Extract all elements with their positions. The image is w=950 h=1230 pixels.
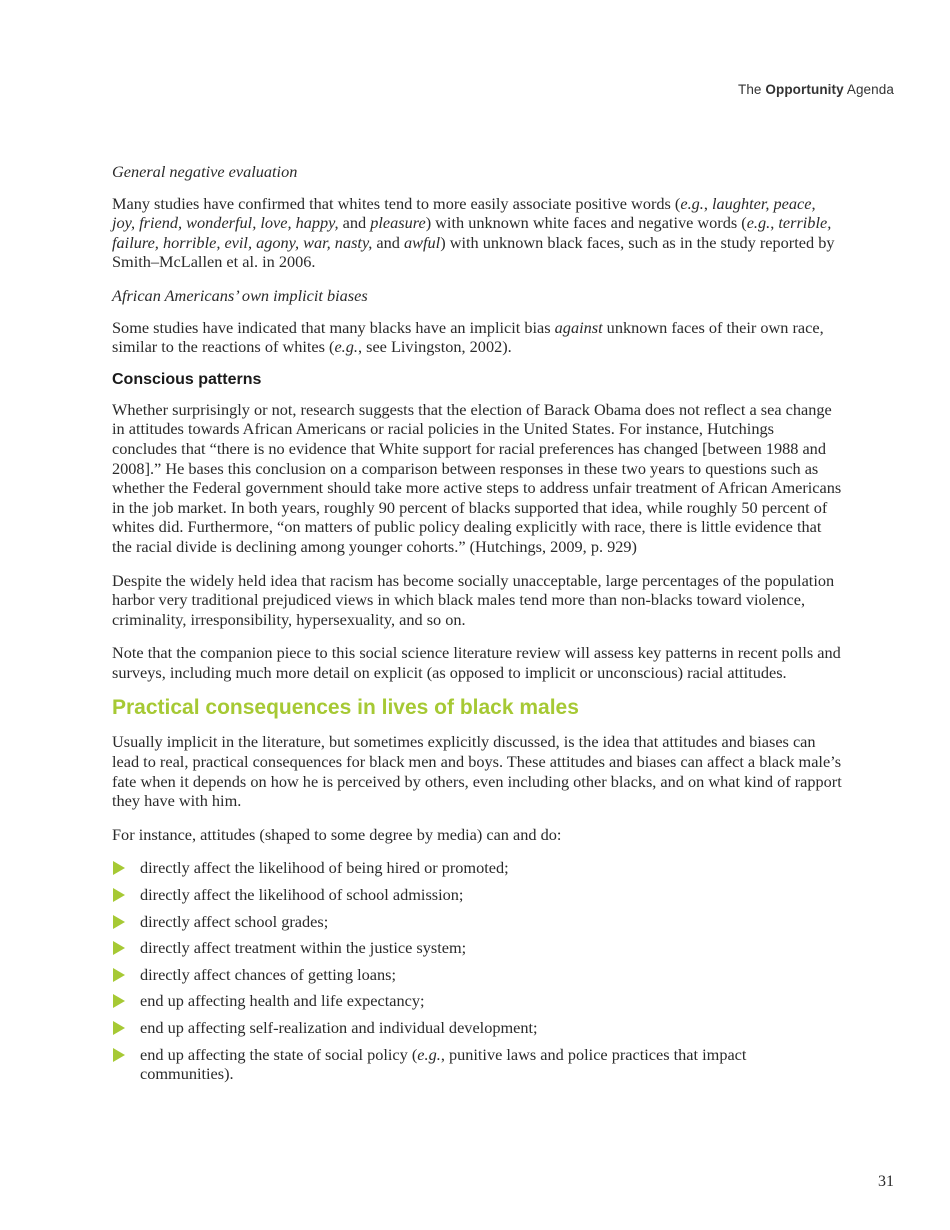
page-number: 31 — [878, 1173, 894, 1190]
bullet-arrow-icon — [113, 888, 125, 902]
paragraph-conscious-1: Whether surprisingly or not, research suggests that the election of Barack Obama does not reflect a sea change in attitudes towards African Americans or racial policies in the United States. For instance, Hutchings concludes that “there is no evidence that White support for racial preferences has changed [between 1988 and 2008].” He bases this conclusion on a comparison between responses in these two years to questions such as whether the Federal government should take more active steps to address unfair treatment of African Americans in the job market. In both years, roughly 90 percent of blacks supported that idea, while roughly 50 percent of whites did. Furthermore, “on matters of public policy dealing explicitly with race, there is little evidence that the racial divide is declining among younger cohorts.” (Hutchings, 2009, p. 929) — [112, 399, 842, 556]
paragraph-own-biases: Some studies have indicated that many blacks have an implicit bias against unknown faces of their own race, similar to the reactions of whites (e.g., see Livingston, 2002). — [112, 317, 824, 357]
list-item: end up affecting health and life expectancy; — [112, 991, 842, 1011]
list-item: directly affect the likelihood of school admission; — [112, 885, 842, 905]
bullet-arrow-icon — [113, 1021, 125, 1035]
bullet-arrow-icon — [113, 1048, 125, 1062]
list-item: directly affect treatment within the justice system; — [112, 938, 842, 958]
subheading-own-biases: African Americans’ own implicit biases — [112, 285, 368, 305]
running-header — [738, 82, 894, 97]
page-content — [112, 162, 842, 1091]
subheading-general-negative: General negative evaluation — [112, 162, 298, 181]
paragraph-conscious-2: Despite the widely held idea that racism has become socially unacceptable, large percentages of the population harbor very traditional prejudiced views in which black males tend more than non-blacks toward violence, criminality, irresponsibility, hypersexuality, and so on. — [112, 570, 835, 629]
list-item: end up affecting the state of social policy (e.g., punitive laws and police practices that impact communities). — [112, 1045, 842, 1084]
bullet-arrow-icon — [113, 968, 125, 982]
list-item: directly affect school grades; — [112, 912, 842, 932]
list-item: end up affecting self-realization and individual development; — [112, 1018, 842, 1038]
list-item: directly affect chances of getting loans; — [112, 965, 842, 985]
bullet-arrow-icon — [113, 994, 125, 1008]
bullet-arrow-icon — [113, 861, 125, 875]
heading-conscious-patterns: Conscious patterns — [112, 370, 262, 388]
header-bold: Opportunity — [765, 82, 844, 97]
paragraph-practical-1: Usually implicit in the literature, but sometimes explicitly discussed, is the idea that attitudes and biases can lead to real, practical consequences for black men and boys. These attitudes and biases can affect a black male’s fate when it depends on how he is perceived by others, even including other blacks, and on what kind of rapport they have with him. — [112, 732, 842, 811]
paragraph-general-negative: Many studies have confirmed that whites tend to more easily associate positive words (e.g., laughter, peace, joy, friend, wonderful, love, happy, and pleasure) with unknown white faces and negative words (e.g., terrible, failure, horrible, evil, agony, war, nasty, and awful) with unknown black faces, such as in the study reported by Smith–McLallen et al. in 2006. — [112, 193, 835, 272]
paragraph-practical-2: For instance, attitudes (shaped to some degree by media) can and do: — [112, 824, 562, 844]
list-item: directly affect the likelihood of being hired or promoted; — [112, 858, 842, 878]
heading-practical-consequences: Practical consequences in lives of black males — [112, 696, 579, 720]
header-suffix: Agenda — [846, 82, 894, 97]
bullet-arrow-icon — [113, 941, 125, 955]
bullet-arrow-icon — [113, 915, 125, 929]
paragraph-conscious-3: Note that the companion piece to this social science literature review will assess key patterns in recent polls and surveys, including much more detail on explicit (as opposed to implicit or unconscious) racial attitudes. — [112, 643, 841, 682]
header-prefix: The — [737, 82, 762, 97]
consequences-list — [112, 858, 842, 1083]
